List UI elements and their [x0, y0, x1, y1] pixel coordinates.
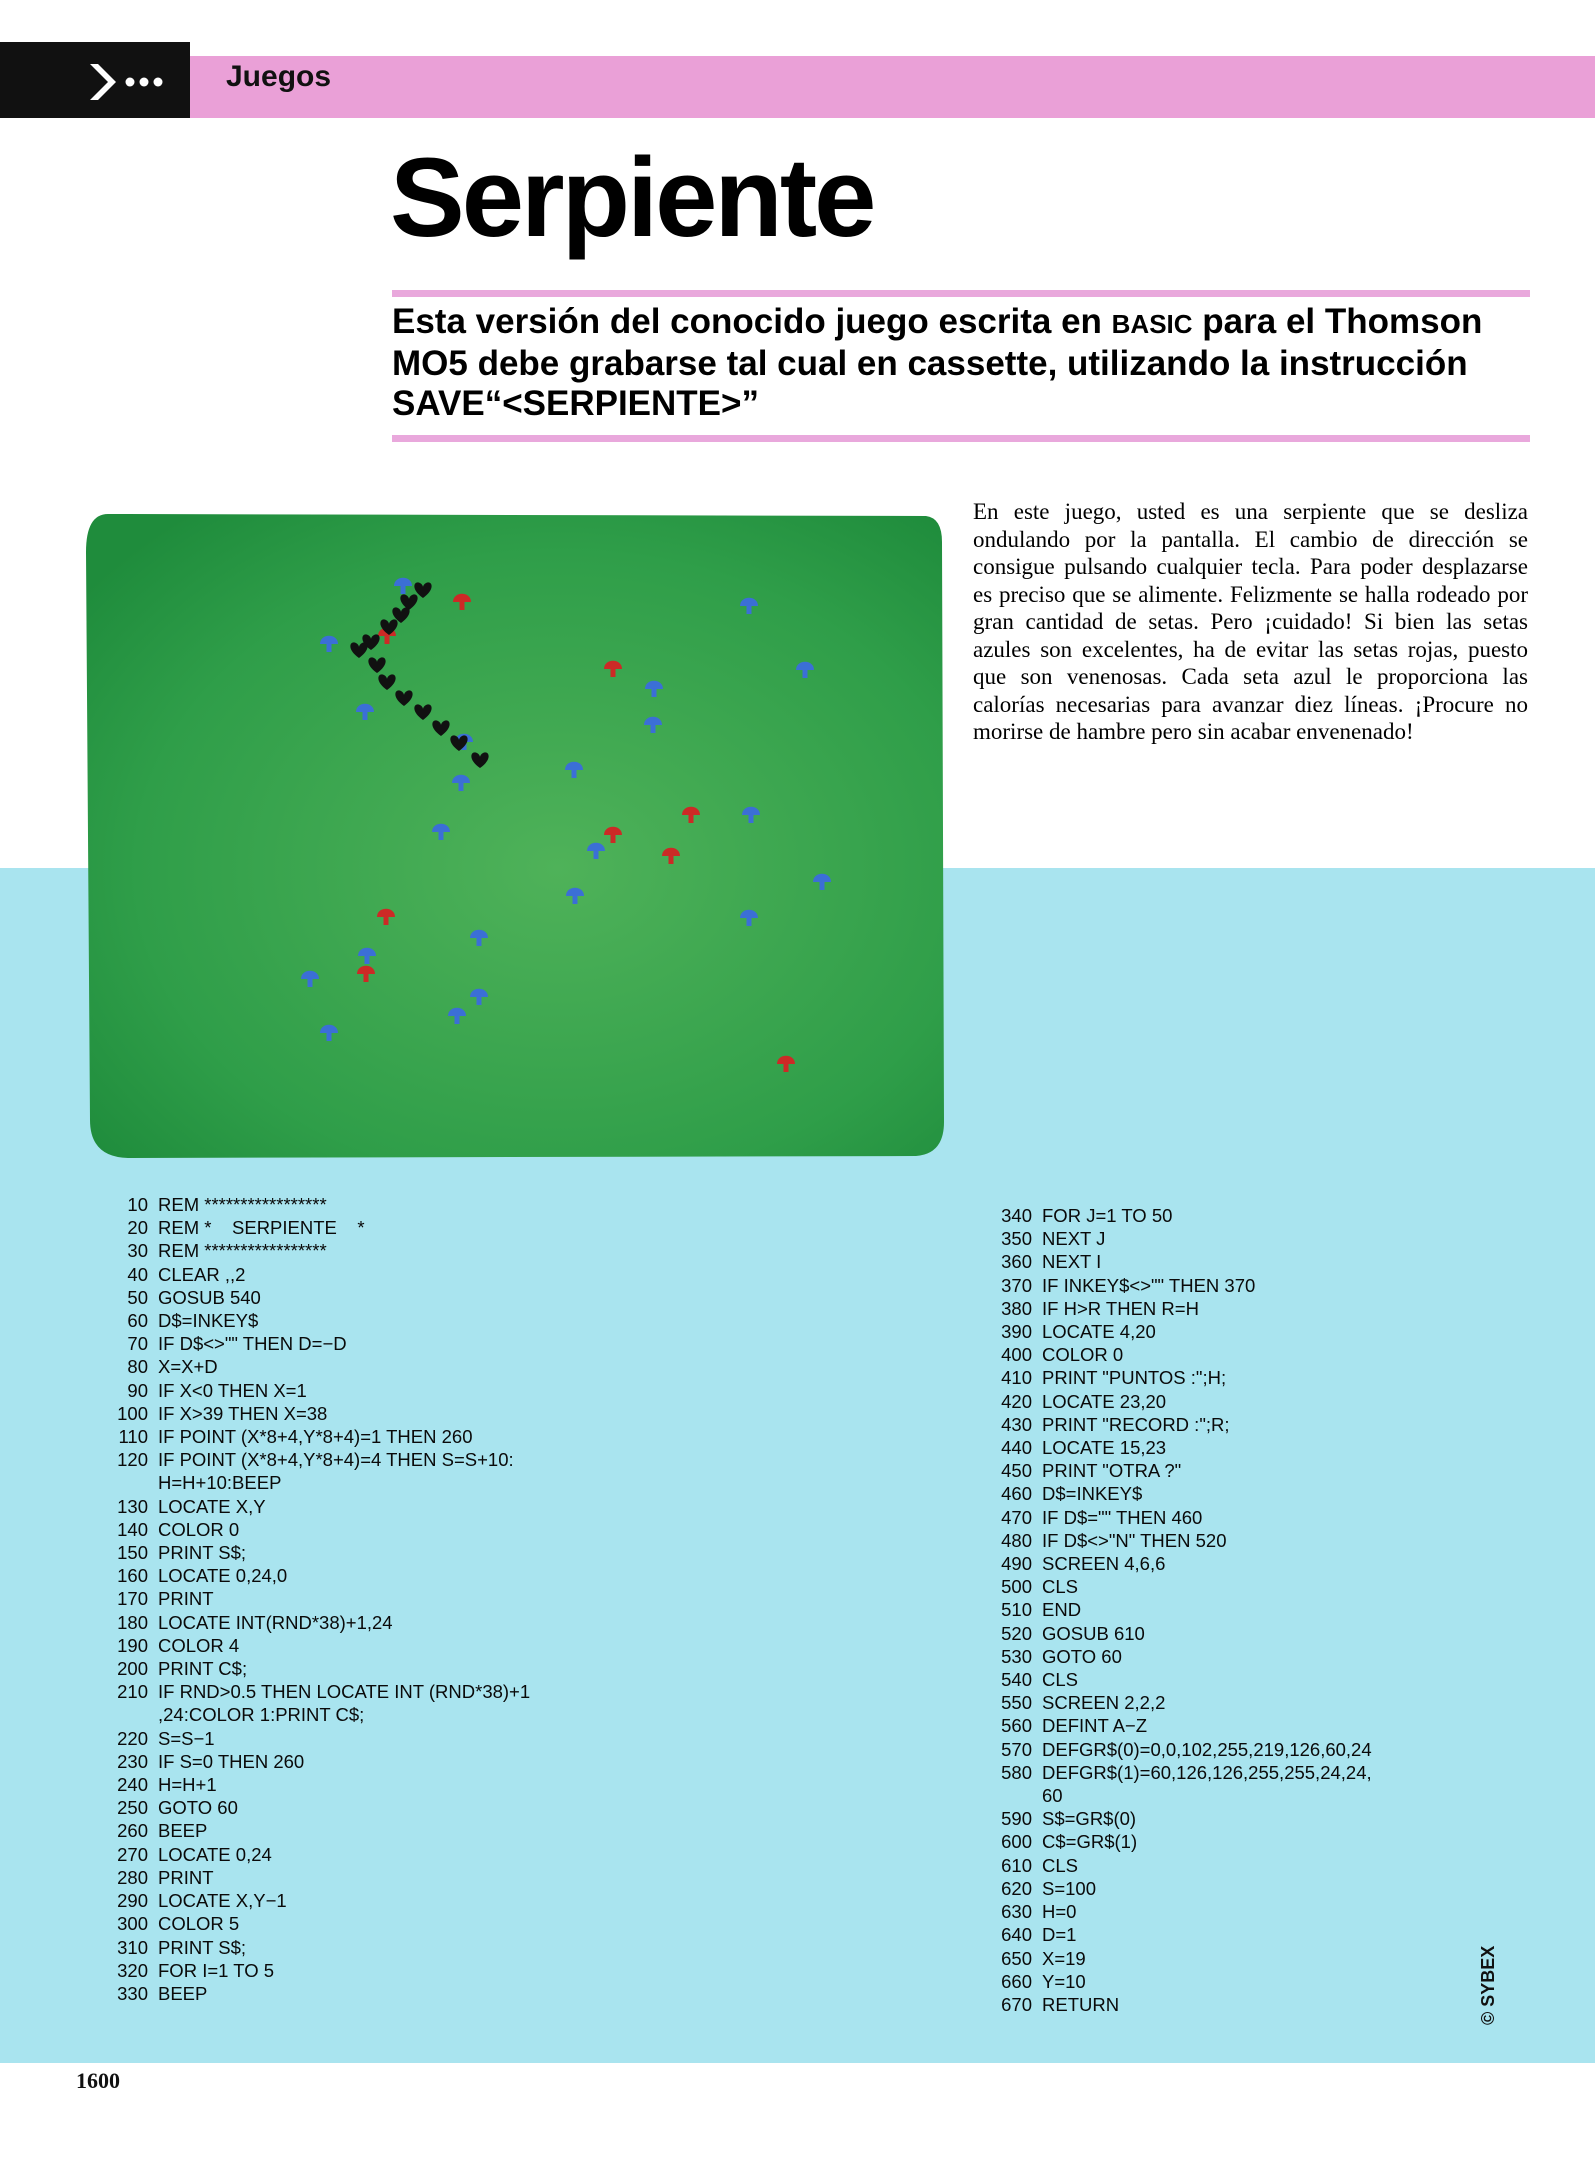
line-number: 280 — [117, 1866, 148, 1888]
code-line — [990, 1714, 1460, 1737]
line-code: S=S−1 — [158, 1727, 215, 1749]
line-number: 660 — [1001, 1970, 1032, 1992]
intro-text: En este juego, usted es una serpiente que se desliza ondulando por la pantalla. El cambio de dirección se consigue pulsando cualquier tecla. Para poder desplazarse es preciso que se alimente. Felizmente se halla rodeado por gran cantidad de setas. Pero ¡cuidado! Si bien las setas azules son excelentes, ha de evitar las setas rojas, puesto que son venenosas. Cada seta azul le proporciona las calorías necesarias para avanzar diez líneas. ¡Procure no morirse de hambre pero sin acabar envenenado! — [973, 499, 1528, 744]
code-listing-right — [990, 1204, 1460, 2016]
line-code: 60 — [1042, 1785, 1063, 1807]
code-line — [990, 1366, 1460, 1389]
code-line — [990, 1854, 1460, 1877]
line-number: 50 — [127, 1286, 148, 1308]
code-line — [106, 1843, 576, 1866]
line-code: GOSUB 610 — [1042, 1622, 1145, 1644]
line-number: 80 — [127, 1356, 148, 1378]
line-code: GOSUB 540 — [158, 1286, 261, 1308]
line-number: 390 — [1001, 1321, 1032, 1343]
line-code: IF POINT (X*8+4,Y*8+4)=4 THEN S=S+10: — [158, 1449, 514, 1471]
line-number: 330 — [117, 1982, 148, 2004]
screen-surface — [86, 514, 944, 1158]
code-line — [990, 1250, 1460, 1273]
line-number: 290 — [117, 1890, 148, 1912]
code-line — [990, 1459, 1460, 1482]
line-number: 640 — [1001, 1924, 1032, 1946]
line-number: 600 — [1001, 1831, 1032, 1853]
line-code: IF INKEY$<>"" THEN 370 — [1042, 1274, 1256, 1296]
header-tab — [0, 42, 190, 118]
arrow-dots-icon — [86, 62, 178, 102]
subtitle-part2: para el Thomson MO5 debe grabarse tal cual en cassette, utilizando la instrucción SAVE“<SERPIENTE>” — [392, 302, 1483, 423]
line-number: 90 — [127, 1379, 148, 1401]
line-number: 380 — [1001, 1297, 1032, 1319]
line-code: CLS — [1042, 1669, 1078, 1691]
line-number: 190 — [117, 1634, 148, 1656]
line-code: PRINT "OTRA ?" — [1042, 1460, 1182, 1482]
code-line — [990, 1738, 1460, 1761]
line-code: D=1 — [1042, 1924, 1077, 1946]
line-code: PRINT S$; — [158, 1936, 247, 1958]
line-code: BEEP — [158, 1820, 208, 1842]
code-line — [990, 1227, 1460, 1250]
line-code: D$=INKEY$ — [1042, 1483, 1143, 1505]
line-code: LOCATE 4,20 — [1042, 1321, 1156, 1343]
line-code: COLOR 0 — [1042, 1344, 1124, 1366]
line-code: PRINT — [158, 1588, 214, 1610]
line-code: IF X>39 THEN X=38 — [158, 1402, 328, 1424]
line-number: 650 — [1001, 1947, 1032, 1969]
line-number: 490 — [1001, 1553, 1032, 1575]
line-code: END — [1042, 1599, 1082, 1621]
code-line — [990, 1761, 1460, 1784]
code-line — [990, 1390, 1460, 1413]
code-line — [106, 1216, 576, 1239]
line-number: 400 — [1001, 1344, 1032, 1366]
line-number: 530 — [1001, 1645, 1032, 1667]
line-number: 560 — [1001, 1715, 1032, 1737]
line-number: 60 — [127, 1310, 148, 1332]
code-line — [106, 1541, 576, 1564]
line-number: 20 — [127, 1217, 148, 1239]
section-label: Juegos — [226, 60, 332, 93]
line-number — [106, 1703, 148, 1726]
code-line — [990, 1807, 1460, 1830]
line-number: 300 — [117, 1913, 148, 1935]
code-line — [106, 1657, 576, 1680]
line-number: 550 — [1001, 1692, 1032, 1714]
line-code: PRINT "PUNTOS :";H; — [1042, 1367, 1227, 1389]
code-line — [990, 1645, 1460, 1668]
line-code: LOCATE INT(RND*38)+1,24 — [158, 1611, 393, 1633]
code-line — [990, 1784, 1460, 1807]
line-number: 370 — [1001, 1274, 1032, 1296]
line-code: REM * SERPIENTE * — [158, 1217, 365, 1239]
code-line — [990, 1830, 1460, 1853]
code-line — [990, 1506, 1460, 1529]
code-line — [106, 1587, 576, 1610]
line-code: IF POINT (X*8+4,Y*8+4)=1 THEN 260 — [158, 1426, 473, 1448]
code-line — [990, 1598, 1460, 1621]
line-number: 120 — [117, 1449, 148, 1471]
code-line — [106, 1889, 576, 1912]
line-code: GOTO 60 — [158, 1797, 238, 1819]
code-line — [990, 1343, 1460, 1366]
code-line — [106, 1518, 576, 1541]
code-line — [106, 1982, 576, 2005]
code-line — [990, 1691, 1460, 1714]
code-line — [106, 1402, 576, 1425]
line-number: 570 — [1001, 1738, 1032, 1760]
line-code: LOCATE 0,24 — [158, 1843, 272, 1865]
line-code: IF D$<>"N" THEN 520 — [1042, 1529, 1227, 1551]
line-code: FOR J=1 TO 50 — [1042, 1205, 1173, 1226]
line-code: IF D$<>"" THEN D=−D — [158, 1333, 347, 1355]
code-line — [106, 1773, 576, 1796]
bottom-rule — [392, 435, 1530, 442]
code-line — [106, 1866, 576, 1889]
line-number: 240 — [117, 1774, 148, 1796]
line-code: PRINT "RECORD :";R; — [1042, 1413, 1230, 1435]
line-code: IF RND>0.5 THEN LOCATE INT (RND*38)+1 — [158, 1681, 531, 1703]
line-number: 360 — [1001, 1251, 1032, 1273]
line-number: 310 — [117, 1936, 148, 1958]
line-code: COLOR 0 — [158, 1518, 240, 1540]
line-number: 150 — [117, 1542, 148, 1564]
line-code: DEFINT A−Z — [1042, 1715, 1148, 1737]
code-line — [990, 1204, 1460, 1227]
line-number: 110 — [118, 1426, 148, 1448]
line-number: 440 — [1001, 1437, 1032, 1459]
code-line — [990, 1552, 1460, 1575]
code-line — [106, 1611, 576, 1634]
line-code: COLOR 4 — [158, 1634, 240, 1656]
copyright-notice: © SYBEX — [1478, 1945, 1498, 2025]
line-code: BEEP — [158, 1982, 208, 2004]
line-code: SCREEN 2,2,2 — [1042, 1692, 1166, 1714]
line-number: 30 — [127, 1240, 148, 1262]
line-number: 540 — [1001, 1669, 1032, 1691]
line-code: LOCATE 15,23 — [1042, 1437, 1167, 1459]
code-line — [106, 1332, 576, 1355]
line-number: 230 — [117, 1750, 148, 1772]
line-code: LOCATE 0,24,0 — [158, 1565, 288, 1587]
code-line — [990, 1482, 1460, 1505]
line-number: 520 — [1001, 1622, 1032, 1644]
line-code: REM ***************** — [158, 1194, 327, 1215]
line-number: 460 — [1001, 1483, 1032, 1505]
line-code: H=H+1 — [158, 1774, 217, 1796]
line-number: 510 — [1001, 1599, 1032, 1621]
line-code: CLS — [1042, 1576, 1078, 1598]
line-code: REM ***************** — [158, 1240, 327, 1262]
line-code: DEFGR$(0)=0,0,102,255,219,126,60,24 — [1042, 1738, 1372, 1760]
code-line — [990, 1668, 1460, 1691]
code-listing-left — [106, 1193, 576, 2005]
line-number: 590 — [1001, 1808, 1032, 1830]
line-number: 580 — [1001, 1761, 1032, 1783]
line-number — [990, 1784, 1032, 1807]
line-number: 450 — [1001, 1460, 1032, 1482]
line-code: PRINT — [158, 1866, 214, 1888]
line-code: NEXT J — [1042, 1228, 1106, 1250]
line-number: 320 — [117, 1959, 148, 1981]
line-code: Y=10 — [1042, 1970, 1086, 1992]
line-code: IF D$="" THEN 460 — [1042, 1506, 1203, 1528]
line-code: X=19 — [1042, 1947, 1086, 1969]
code-line — [106, 1263, 576, 1286]
line-number: 350 — [1001, 1228, 1032, 1250]
code-line — [106, 1936, 576, 1959]
code-line — [106, 1564, 576, 1587]
page-number: 1600 — [76, 2068, 120, 2093]
code-line — [106, 1286, 576, 1309]
line-number: 170 — [117, 1588, 148, 1610]
line-number: 610 — [1001, 1854, 1032, 1876]
code-line — [106, 1379, 576, 1402]
code-line — [106, 1355, 576, 1378]
line-code: FOR I=1 TO 5 — [158, 1959, 275, 1981]
line-number: 100 — [117, 1402, 148, 1424]
line-code: NEXT I — [1042, 1251, 1102, 1273]
line-number: 10 — [127, 1194, 148, 1215]
code-line — [106, 1448, 576, 1471]
line-number: 40 — [127, 1263, 148, 1285]
line-code: CLS — [1042, 1854, 1078, 1876]
line-number: 210 — [117, 1681, 148, 1703]
line-number: 620 — [1001, 1877, 1032, 1899]
code-line — [990, 1575, 1460, 1598]
line-code: COLOR 5 — [158, 1913, 240, 1935]
line-code: H=H+10:BEEP — [158, 1472, 282, 1494]
line-code: X=X+D — [158, 1356, 218, 1378]
line-number: 480 — [1001, 1529, 1032, 1551]
line-number: 180 — [117, 1611, 148, 1633]
code-line — [106, 1703, 576, 1726]
line-code: GOTO 60 — [1042, 1645, 1122, 1667]
code-line — [106, 1193, 576, 1216]
line-code: H=0 — [1042, 1901, 1077, 1923]
line-number: 630 — [1001, 1901, 1032, 1923]
line-number: 70 — [127, 1333, 148, 1355]
code-line — [106, 1819, 576, 1842]
line-number: 420 — [1001, 1390, 1032, 1412]
code-line — [990, 1970, 1460, 1993]
code-line — [106, 1471, 576, 1494]
line-code: D$=INKEY$ — [158, 1310, 259, 1332]
line-code: SCREEN 4,6,6 — [1042, 1553, 1166, 1575]
code-line — [106, 1309, 576, 1332]
line-code: PRINT C$; — [158, 1658, 248, 1680]
line-number: 340 — [1001, 1205, 1032, 1226]
code-line — [106, 1495, 576, 1518]
code-line — [106, 1239, 576, 1262]
code-line — [990, 1320, 1460, 1343]
code-line — [106, 1680, 576, 1703]
line-number — [106, 1471, 148, 1494]
line-code: IF X<0 THEN X=1 — [158, 1379, 307, 1401]
line-code: LOCATE X,Y−1 — [158, 1890, 287, 1912]
code-line — [990, 1529, 1460, 1552]
line-number: 220 — [117, 1727, 148, 1749]
code-line — [990, 1622, 1460, 1645]
line-code: CLEAR ,,2 — [158, 1263, 246, 1285]
code-line — [106, 1634, 576, 1657]
line-number: 250 — [117, 1797, 148, 1819]
line-number: 270 — [117, 1843, 148, 1865]
line-code: IF S=0 THEN 260 — [158, 1750, 305, 1772]
code-line — [106, 1796, 576, 1819]
top-rule — [392, 290, 1530, 297]
code-line — [990, 1436, 1460, 1459]
line-code: C$=GR$(1) — [1042, 1831, 1138, 1853]
line-number: 260 — [117, 1820, 148, 1842]
line-code: S=100 — [1042, 1877, 1097, 1899]
line-code: RETURN — [1042, 1993, 1120, 2015]
game-screen — [86, 512, 946, 1160]
page-title: Serpiente — [390, 135, 874, 260]
code-line — [106, 1727, 576, 1750]
code-line — [106, 1425, 576, 1448]
code-line — [990, 1274, 1460, 1297]
code-line — [990, 1947, 1460, 1970]
subtitle-part1: Esta versión del conocido juego escrita en — [392, 302, 1112, 341]
line-code: PRINT S$; — [158, 1542, 247, 1564]
line-number: 670 — [1001, 1993, 1032, 2015]
line-number: 410 — [1001, 1367, 1032, 1389]
subtitle — [392, 302, 1542, 424]
line-code: ,24:COLOR 1:PRINT C$; — [158, 1704, 365, 1726]
code-line — [990, 1993, 1460, 2016]
line-number: 200 — [117, 1658, 148, 1680]
line-code: LOCATE 23,20 — [1042, 1390, 1167, 1412]
code-line — [106, 1912, 576, 1935]
line-number: 430 — [1001, 1413, 1032, 1435]
line-number: 130 — [117, 1495, 148, 1517]
code-line — [990, 1900, 1460, 1923]
code-line — [990, 1413, 1460, 1436]
code-line — [990, 1297, 1460, 1320]
line-number: 500 — [1001, 1576, 1032, 1598]
subtitle-basic: BASIC — [1111, 309, 1193, 339]
code-line — [990, 1923, 1460, 1946]
code-line — [106, 1959, 576, 1982]
line-number: 470 — [1001, 1506, 1032, 1528]
code-line — [106, 1750, 576, 1773]
line-number: 140 — [117, 1518, 148, 1540]
code-line — [990, 1877, 1460, 1900]
line-code: DEFGR$(1)=60,126,126,255,255,24,24, — [1042, 1761, 1372, 1783]
line-code: LOCATE X,Y — [158, 1495, 266, 1517]
line-code: S$=GR$(0) — [1042, 1808, 1137, 1830]
line-number: 160 — [117, 1565, 148, 1587]
line-code: IF H>R THEN R=H — [1042, 1297, 1199, 1319]
